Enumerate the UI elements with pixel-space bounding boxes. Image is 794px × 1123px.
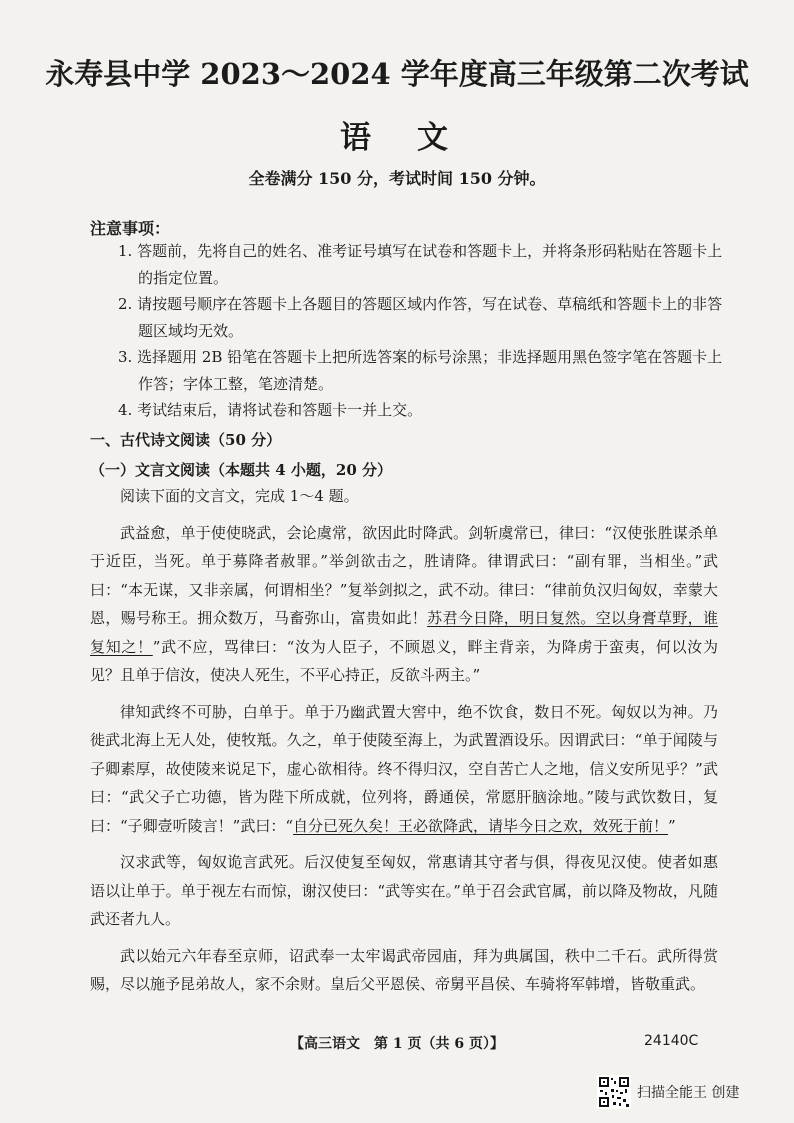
page-footer: 【高三语文 第 1 页（共 6 页）】 <box>290 1036 504 1052</box>
exam-title: 永寿县中学 2023～2024 学年度高三年级第二次考试 <box>45 57 749 91</box>
passage-text: 武益愈，单于使使晓武，会论虞常，欲因此时降武。剑斩虞常已，律曰：“汉使张胜谋杀单于近臣，当死。单于募降者赦罪。”举剑欲击之，胜请降。律谓武曰：“副有罪，当相坐。”武曰：“本无谋，又非亲属，何谓相坐？”复举剑拟之，武不动。律曰：“律前负汉归匈奴，幸蒙大恩，赐号称王。拥众数万，马畜弥山，富贵如此！ <box>90 523 718 627</box>
notice-item: 4. 考试结束后，请将试卷和答题卡一并上交。 <box>118 401 423 419</box>
subject-title: 语文 <box>340 120 494 156</box>
qr-code-icon <box>597 1075 631 1109</box>
passage-paragraph-4: 武以始元六年春至京师，诏武奉一太牢谒武帝园庙，拜为典属国，秩中二千石。武所得赏赐，尽以施予昆弟故人，家不余财。皇后父平恩侯、帝舅平昌侯、车骑将军韩增，皆敬重武。 <box>90 946 718 993</box>
underlined-sentence-2: 自分已死久矣！王必欲降武，请毕今日之欢，效死于前！ <box>293 816 669 835</box>
section-heading: 一、古代诗文阅读（50 分） <box>90 431 282 449</box>
passage-paragraph-1 <box>90 519 718 690</box>
passage-text: ” <box>668 816 676 835</box>
notice-title: 注意事项： <box>90 219 171 238</box>
notice-item: 1. 答题前，先将自己的姓名、准考证号填写在试卷和答题卡上，并将条形码粘贴在答题卡上的指定位置。 <box>118 242 723 287</box>
passage-paragraph-3: 汉求武等，匈奴诡言武死。后汉使复至匈奴，常惠请其守者与俱，得夜见汉使。使者如惠语以让单于。单于视左右而惊，谢汉使曰：“武等实在。”单于召会武官属，前以降及物故，凡随武还者九人。 <box>90 853 718 928</box>
notice-item: 2. 请按题号顺序在答题卡上各题目的答题区域内作答，写在试卷、草稿纸和答题卡上的非答题区域均无效。 <box>118 295 723 340</box>
watermark-text: 扫描全能王 创建 <box>637 1085 740 1101</box>
passage <box>90 482 718 999</box>
notice-item: 3. 选择题用 2B 铅笔在答题卡上把所选答案的标号涂黑；非选择题用黑色签字笔在答题卡上作答；字体工整，笔迹清楚。 <box>118 348 723 393</box>
passage-text: 律知武终不可胁，白单于。单于乃幽武置大窖中，绝不饮食，数日不死。匈奴以为神。乃徙武北海上无人处，使牧羝。久之，单于使陵至海上，为武置酒设乐。因谓武曰：“单于闻陵与子卿素厚，故使陵来说足下，虚心欲相待。终不得归汉，空自苦亡人之地，信义安所见乎？”武曰：“武父子亡功德，皆为陛下所成就，位列将，爵通侯，常愿肝脑涂地。”陵与武饮数日，复曰：“子卿壹听陵言！”武曰：“ <box>90 702 718 835</box>
underlined-sentence-1: 苏君今日降，明日复然。空以身膏草野，谁复知之！ <box>90 609 718 656</box>
subsection-heading: （一）文言文阅读（本题共 4 小题，20 分） <box>90 461 392 479</box>
instruction: 阅读下面的文言文，完成 1～4 题。 <box>120 487 359 505</box>
notice-list <box>118 238 728 424</box>
passage-paragraph-2 <box>90 698 718 841</box>
paper-code: 24140C <box>644 1033 699 1049</box>
passage-text: ”武不应，骂律曰：“汝为人臣子，不顾恩义，畔主背亲，为降虏于蛮夷，何以汝为见？且单于信汝，使决人死生，不平心持正，反欲斗两主。” <box>90 637 718 684</box>
score-line: 全卷满分 150 分，考试时间 150 分钟。 <box>248 169 546 188</box>
scanner-watermark <box>597 1075 739 1109</box>
